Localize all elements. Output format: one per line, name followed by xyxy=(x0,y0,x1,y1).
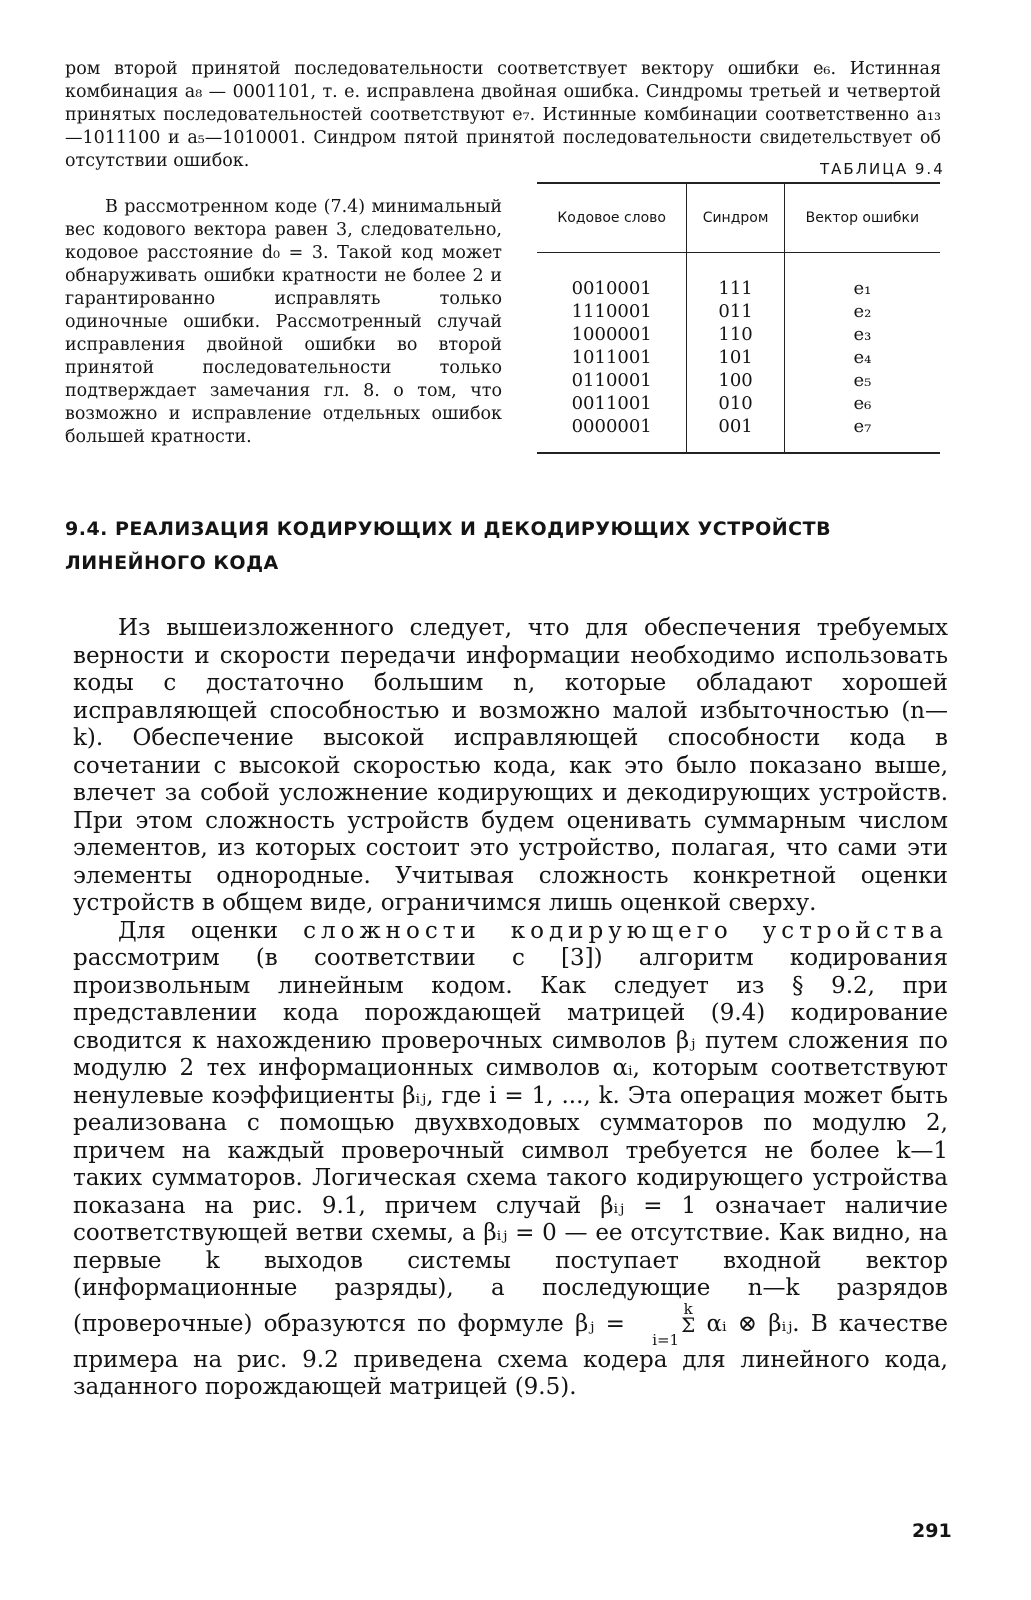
cell-syndrome: 110 xyxy=(687,323,784,346)
table-caption: ТАБЛИЦА 9.4 xyxy=(820,160,945,178)
left-column-paragraph: В рассмотренном коде (7.4) минимальный вес кодового вектора равен 3, следовательно, кодовое расстояние d₀ = 3. Такой код может обнаруживать ошибки кратности не более 2 и гарантированно исправлять только одиночные ошибки. Рассмотренный случай исправления двойной ошибки во второй принятой последовательности только подтверждает замечания гл. 8. о том, что возможно и исправление отдельных ошибок большей кратности. xyxy=(65,197,502,447)
table-body xyxy=(537,253,940,454)
formula-upper-limit: k xyxy=(683,1299,693,1318)
cell-error-vector: e₃ xyxy=(784,323,940,346)
body-paragraph-1: Из вышеизложенного следует, что для обеспечения требуемых верности и скорости передачи информации необходимо использовать коды с достаточно большим n, которые обладают хорошей исправляющей способностью и возможно малой избыточностью (n—k). Обеспечение высокой исправляющей способности кода в сочетании с высокой скоростью кода, как это было показано выше, влечет за собой усложнение кодирующих и декодирующих устройств. При этом сложность устройств будем оценивать суммарным числом элементов, из которых состоит это устройство, полагая, что сами эти элементы однородные. Учитывая сложность конкретной оценки устройств в общем виде, ограничимся лишь оценкой сверху. xyxy=(73,615,948,916)
table-row xyxy=(537,369,940,392)
cell-error-vector: e₆ xyxy=(784,392,940,415)
section-heading-line1: 9.4. РЕАЛИЗАЦИЯ КОДИРУЮЩИХ И ДЕКОДИРУЮЩИХ УСТРОЙСТВ xyxy=(65,518,832,540)
section-heading-line2: ЛИНЕЙНОГО КОДА xyxy=(65,552,279,574)
table-row xyxy=(537,392,940,415)
cell-codeword: 1000001 xyxy=(571,324,652,345)
cell-codeword: 0000001 xyxy=(571,416,652,437)
formula-sigma: Σ xyxy=(681,1312,696,1337)
cell-codeword: 0010001 xyxy=(571,278,652,299)
formula-lower-limit: i=1 xyxy=(652,1330,680,1349)
cell-syndrome: 010 xyxy=(687,392,784,415)
cell-codeword: 1011001 xyxy=(571,347,652,368)
body-text xyxy=(73,615,948,1402)
sum-formula xyxy=(636,1299,696,1349)
cell-error-vector: e₂ xyxy=(784,300,940,323)
table-row xyxy=(537,415,940,453)
cell-syndrome: 100 xyxy=(687,369,784,392)
header-error-vector: Вектор ошибки xyxy=(784,183,940,253)
body-paragraph-2 xyxy=(73,918,948,1402)
p2-spaced-term: сложности кодирующего устройства xyxy=(303,917,948,944)
cell-error-vector: e₇ xyxy=(784,415,940,453)
intro-paragraph: ром второй принятой последовательности соответствует вектору ошибки e₆. Истинная комбинация a₈ — 0001101, т. е. исправлена двойная ошибка. Синдромы третьей и четвертой принятых последовательностей соответствуют e₇. Истинные комбинации соответственно a₁₃—1011100 и a₅—1010001. Синдром пятой принятой последовательности свидетельствует об отсутствии ошибок. xyxy=(65,59,941,171)
table-row xyxy=(537,300,940,323)
header-codeword: Кодовое слово xyxy=(537,183,687,253)
cell-codeword: 0011001 xyxy=(571,393,652,414)
cell-syndrome: 101 xyxy=(687,346,784,369)
cell-error-vector: e₁ xyxy=(784,253,940,301)
table-row xyxy=(537,346,940,369)
cell-syndrome: 001 xyxy=(687,415,784,453)
cell-syndrome: 011 xyxy=(687,300,784,323)
cell-codeword: 0110001 xyxy=(571,370,652,391)
p2-end: В качестве примера на рис. 9.2 приведена схема кодера для линейного кода, заданного порождающей матрицей (9.5). xyxy=(73,1310,948,1400)
section-heading xyxy=(65,512,945,580)
cell-error-vector: e₄ xyxy=(784,346,940,369)
header-syndrome: Синдром xyxy=(687,183,784,253)
table-row xyxy=(537,253,940,301)
formula-tail: αᵢ ⊗ βᵢⱼ. xyxy=(706,1310,800,1337)
syndrome-table xyxy=(537,182,940,454)
table-row xyxy=(537,323,940,346)
cell-syndrome: 111 xyxy=(687,253,784,301)
page-number: 291 xyxy=(912,1520,952,1542)
p2-rest: рассмотрим (в соответствии с [3]) алгоритм кодирования произвольным линейным кодом. Как следует из § 9.2, при представлении кода порождающей матрицей (9.4) кодирование сводится к нахождению проверочных символов βⱼ путем сложения по модулю 2 тех информационных символов αᵢ, которым соответствуют ненулевые коэффициенты βᵢⱼ, где i = 1, ..., k. Эта операция может быть реализована с помощью двухвходовых сумматоров по модулю 2, причем на каждый проверочный символ требуется не более k—1 таких сумматоров. Логическая схема такого кодирующего устройства показана на рис. 9.1, причем случай βᵢⱼ = 1 означает наличие соответствующей ветви схемы, а βᵢⱼ = 0 — ее отсутствие. Как видно, на первые k выходов системы поступает входной вектор (информационные разряды), а последующие n—k разрядов (проверочные) образуются по формуле βⱼ = xyxy=(73,945,948,1337)
cell-error-vector: e₅ xyxy=(784,369,940,392)
cell-codeword: 1110001 xyxy=(571,301,652,322)
p2-start: Для оценки xyxy=(118,917,304,944)
